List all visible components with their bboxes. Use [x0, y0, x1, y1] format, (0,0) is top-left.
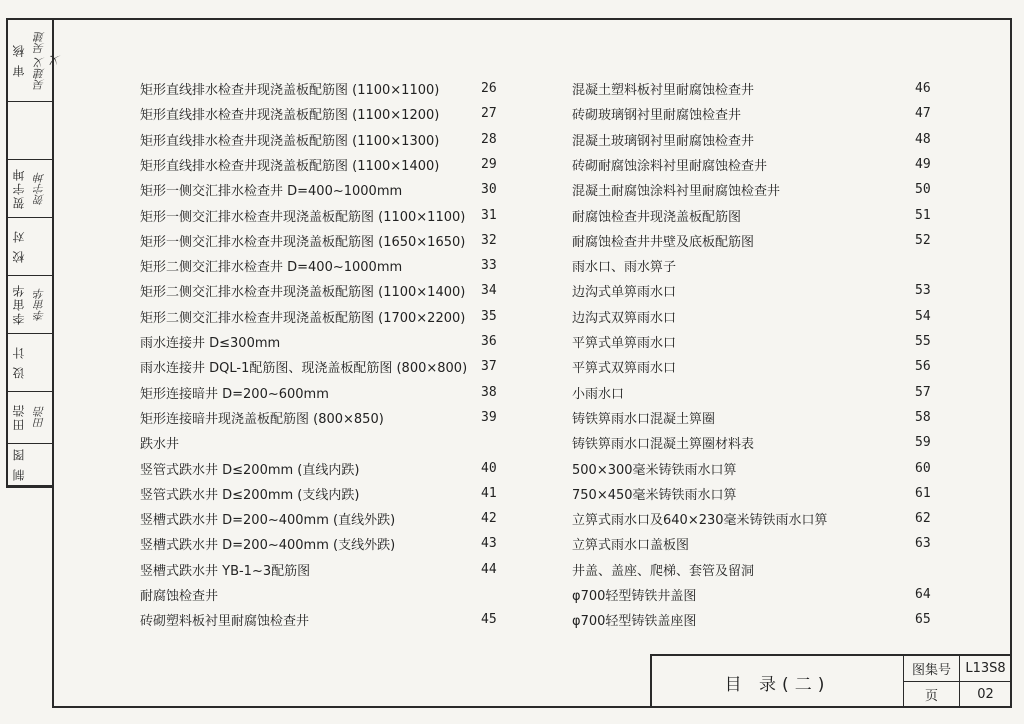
toc-entry — [140, 556, 511, 581]
toc-entry — [572, 328, 945, 353]
toc-entry-title: 矩形二侧交汇排水检查井现浇盖板配筋图 (1700×2200) — [140, 310, 466, 326]
toc-entry — [572, 126, 945, 151]
toc-entry-page: 30 — [481, 182, 497, 198]
toc-entry — [572, 429, 945, 454]
handwritten-signature: 吴建义 吴建义 — [33, 31, 62, 90]
signature-cell — [8, 444, 52, 486]
toc-entry-page: 43 — [481, 536, 497, 552]
atlas-number: L13S8 — [960, 656, 1012, 682]
toc-entry — [572, 202, 945, 227]
toc-entry-title: 小雨水口 — [572, 386, 625, 402]
toc-entry — [572, 556, 945, 581]
toc-entry-page: 52 — [915, 232, 931, 248]
toc-entry-page: 64 — [915, 587, 931, 602]
toc-entry-page: 27 — [481, 106, 497, 122]
toc-entry-title: 雨水连接井 DQL-1配筋图、现浇盖板配筋图 (800×800) — [140, 361, 468, 377]
toc-entry-title: 耐腐蚀检查井 — [140, 589, 219, 604]
toc-entry-page: 46 — [915, 81, 931, 96]
toc-entry-title: 竖管式跌水井 D≤200mm (直线内跌) — [140, 462, 360, 478]
toc-entry — [572, 303, 945, 328]
toc-entry-title: 竖槽式跌水井 D=200~400mm (支线外跌) — [140, 538, 396, 554]
toc-entry-page: 42 — [481, 511, 497, 527]
signature-role-label: 李宙华 — [12, 283, 26, 326]
toc-entry-page: 39 — [481, 409, 497, 425]
signature-cell — [8, 20, 62, 102]
toc-entry-title: 井盖、盖座、爬梯、套管及留洞 — [572, 563, 755, 579]
toc-entry — [572, 100, 945, 125]
toc-entry-page: 36 — [481, 334, 497, 349]
toc-entry — [572, 75, 945, 100]
toc-entry-title: 平箅式双箅雨水口 — [572, 361, 677, 377]
handwritten-signature — [32, 450, 48, 479]
toc-entry-page: 31 — [481, 207, 497, 223]
toc-entry-title: 矩形一侧交汇排水检查井现浇盖板配筋图 (1650×1650) — [140, 234, 466, 250]
toc-entry-title: 雨水连接井 D≤300mm — [140, 336, 281, 351]
toc-entry-title: 竖槽式跌水井 YB-1~3配筋图 — [140, 563, 311, 579]
handwritten-signature: 李宙华 — [33, 288, 46, 321]
toc-entry-title: 砖砌耐腐蚀涂料衬里耐腐蚀检查井 — [572, 158, 768, 174]
toc-entry-title: 砖砌塑料板衬里耐腐蚀检查井 — [140, 614, 310, 630]
signature-role-label: 田浩 — [12, 403, 26, 432]
toc-entry-title: 耐腐蚀检查井井壁及底板配筋图 — [572, 234, 755, 250]
signature-role-label: 审 核 — [12, 43, 26, 78]
toc-entry-page: 38 — [481, 384, 497, 400]
signature-cell — [8, 334, 52, 392]
toc-entry — [572, 505, 945, 530]
toc-entry-page: 34 — [481, 283, 497, 299]
toc-entry-page: 33 — [481, 258, 497, 274]
toc-entry-title: 雨水口、雨水箅子 — [572, 260, 677, 276]
toc-entry — [140, 505, 511, 530]
toc-entry-page: 44 — [481, 561, 497, 577]
toc-entry — [140, 581, 511, 606]
toc-entry-page: 45 — [481, 612, 497, 628]
toc-entry-title: 混凝土耐腐蚀涂料衬里耐腐蚀检查井 — [572, 184, 781, 200]
toc-entry-page: 58 — [915, 409, 931, 425]
toc-entry-page: 48 — [915, 131, 931, 147]
toc-entry-title: 铸铁箅雨水口混凝土箅圈材料表 — [572, 437, 755, 453]
signature-cell — [8, 276, 52, 334]
toc-entry — [140, 606, 511, 631]
toc-entry-title: 混凝土塑料板衬里耐腐蚀检查井 — [572, 83, 755, 98]
toc-entry-title: 铸铁箅雨水口混凝土箅圈 — [572, 411, 716, 427]
toc-entry-page: 47 — [915, 106, 931, 122]
toc-entry — [140, 202, 511, 227]
toc-entry-title: φ700轻型铸铁井盖图 — [572, 589, 697, 604]
toc-entry — [572, 581, 945, 606]
page-number: 02 — [960, 682, 1012, 708]
toc-entry — [572, 530, 945, 555]
toc-entry-title: 500×300毫米铸铁雨水口箅 — [572, 462, 737, 478]
toc-entry — [140, 328, 511, 353]
toc-entry-title: 矩形连接暗井 D=200~600mm — [140, 386, 329, 402]
toc-entry-title: 混凝土玻璃钢衬里耐腐蚀检查井 — [572, 133, 755, 149]
toc-entry-title: 矩形直线排水检查井现浇盖板配筋图 (1100×1400) — [140, 158, 440, 174]
toc-entry — [140, 100, 511, 125]
toc-entry — [572, 176, 945, 201]
toc-entry-title: 矩形二侧交汇排水检查井 D=400~1000mm — [140, 260, 403, 276]
toc-entry-page: 40 — [481, 460, 497, 476]
toc-entry-page: 49 — [915, 156, 931, 172]
toc-entry — [572, 227, 945, 252]
toc-entry-page: 41 — [481, 485, 497, 501]
page-title: 目 录(二) — [652, 656, 904, 708]
toc-entry — [140, 530, 511, 555]
signature-role-label: 贺宇坤 — [12, 167, 26, 210]
handwritten-signature: 贺宇坤 — [33, 172, 46, 205]
toc-entry — [140, 277, 511, 302]
toc-entry-title: 边沟式单箅雨水口 — [572, 285, 677, 301]
atlas-label: 图集号 — [904, 656, 960, 682]
toc-entry — [572, 379, 945, 404]
toc-entry-title: 750×450毫米铸铁雨水口箅 — [572, 487, 737, 503]
toc-entry — [140, 429, 511, 454]
toc-entry-page: 56 — [915, 359, 931, 375]
toc-entry-page: 59 — [915, 435, 931, 451]
toc-entry — [140, 480, 511, 505]
toc-entry — [140, 379, 511, 404]
toc-entry-title: 矩形直线排水检查井现浇盖板配筋图 (1100×1200) — [140, 108, 440, 124]
handwritten-signature — [32, 108, 48, 153]
signature-role-label — [10, 102, 28, 159]
toc-entry-title: 跌水井 — [140, 437, 180, 453]
toc-entry — [140, 227, 511, 252]
toc-entry-title: 矩形直线排水检查井现浇盖板配筋图 (1100×1100) — [140, 83, 440, 98]
signature-cell — [8, 102, 52, 160]
toc-entry-page: 63 — [915, 536, 931, 552]
toc-entry — [140, 75, 511, 100]
toc-entry — [140, 404, 511, 429]
toc-entry — [572, 277, 945, 302]
toc-entry-page: 28 — [481, 131, 497, 147]
toc-entry — [140, 455, 511, 480]
toc-entry-title: 矩形直线排水检查井现浇盖板配筋图 (1100×1300) — [140, 133, 440, 149]
signature-cell — [8, 160, 52, 218]
toc-entry-page: 37 — [481, 359, 497, 375]
toc-entry-title: 矩形连接暗井现浇盖板配筋图 (800×850) — [140, 411, 384, 427]
signature-cell — [8, 218, 52, 276]
signature-strip — [6, 18, 62, 488]
toc-entry-page: 53 — [915, 283, 931, 299]
toc-entry-title: 立箅式雨水口及640×230毫米铸铁雨水口箅 — [572, 513, 828, 529]
toc-entry — [140, 126, 511, 151]
handwritten-signature: 田浩 — [33, 406, 46, 429]
handwritten-signature — [32, 340, 48, 385]
handwritten-signature — [32, 224, 48, 269]
signature-role-label: 制 图 — [12, 447, 26, 482]
toc-entry-title: 边沟式双箅雨水口 — [572, 310, 677, 326]
toc-entry-title: 竖管式跌水井 D≤200mm (支线内跌) — [140, 487, 360, 503]
toc-entry-page: 60 — [915, 460, 931, 476]
toc-entry-page: 61 — [915, 485, 931, 501]
toc-entry-page: 26 — [481, 81, 497, 96]
toc-entry-title: φ700轻型铸铁盖座图 — [572, 614, 697, 630]
title-block — [650, 654, 1012, 708]
toc-entry — [140, 303, 511, 328]
toc-entry — [572, 404, 945, 429]
toc-entry-title: 矩形一侧交汇排水检查井现浇盖板配筋图 (1100×1100) — [140, 209, 466, 225]
toc-entry-title: 耐腐蚀检查井现浇盖板配筋图 — [572, 209, 742, 225]
toc-entry-page: 50 — [915, 182, 931, 198]
toc-entry — [572, 252, 945, 277]
toc-entry — [140, 151, 511, 176]
page-label: 页 — [904, 682, 960, 708]
toc-entry-title: 矩形一侧交汇排水检查井 D=400~1000mm — [140, 184, 403, 200]
toc-entry — [572, 455, 945, 480]
toc-entry — [572, 353, 945, 378]
toc-entry — [140, 252, 511, 277]
toc-entry — [572, 480, 945, 505]
toc-entry-title: 立箅式雨水口盖板图 — [572, 538, 690, 554]
toc-entry-title: 砖砌玻璃钢衬里耐腐蚀检查井 — [572, 108, 742, 124]
toc-entry-page: 62 — [915, 511, 931, 527]
signature-role-label: 设 计 — [12, 345, 26, 380]
toc-entry-page: 55 — [915, 334, 931, 349]
signature-cell — [8, 392, 52, 444]
toc-entry-page: 32 — [481, 232, 497, 248]
toc-entry — [572, 606, 945, 631]
toc-entry-title: 平箅式单箅雨水口 — [572, 336, 677, 351]
signature-role-label: 校 对 — [12, 229, 26, 264]
toc-entry-page: 57 — [915, 384, 931, 400]
toc-entry — [140, 176, 511, 201]
toc-entry-page: 54 — [915, 308, 931, 324]
toc-entry-page: 65 — [915, 612, 931, 628]
toc-entry-page: 51 — [915, 207, 931, 223]
toc-entry-title: 竖槽式跌水井 D=200~400mm (直线外跌) — [140, 513, 396, 529]
toc-entry — [572, 151, 945, 176]
toc-entry — [140, 353, 511, 378]
toc-entry-page: 35 — [481, 308, 497, 324]
toc-entry-title: 矩形二侧交汇排水检查井现浇盖板配筋图 (1100×1400) — [140, 285, 466, 301]
toc-entry-page: 29 — [481, 156, 497, 172]
